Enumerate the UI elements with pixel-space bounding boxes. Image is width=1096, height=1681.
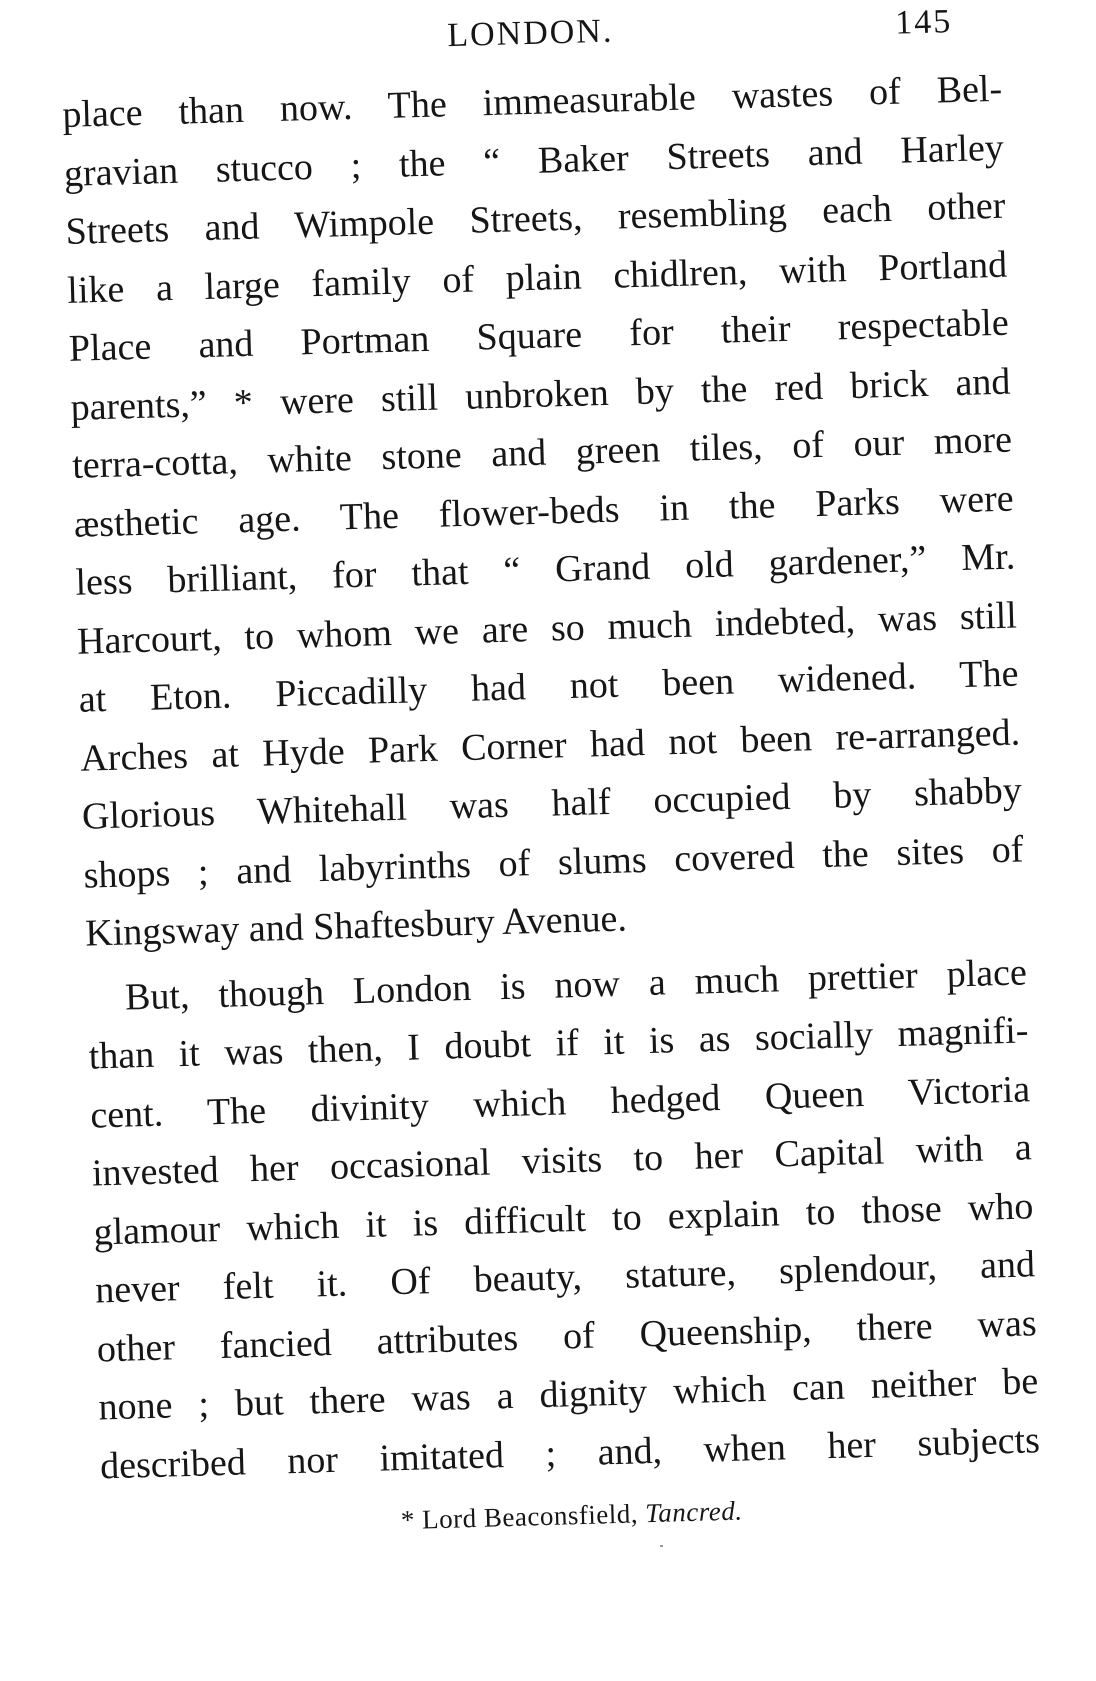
text-line: parents,” * were still unbroken by the red brick and [70,360,1011,429]
body-text [62,60,1041,1496]
text-line: Harcourt, to whom we are so much indebted, was still [76,594,1018,663]
text-line: Streets and Wimpole Streets, resembling each other [65,184,1006,253]
text-line: less brilliant, for that “ Grand old gardener,” Mr. [74,535,1016,604]
footnote-work-title: Tancred. [644,1495,743,1529]
text-line: at Eton. Piccadilly had not been widened. The [78,652,1019,721]
text-line: æsthetic age. The flower-beds in the Parks were [73,477,1015,546]
footnote [101,1487,1041,1544]
footnote-marker: * [400,1504,416,1536]
text-line: shops ; and labyrinths of slums covered the sites of [83,827,1024,897]
print-speck [660,1545,663,1547]
text-line: gravian stucco ; the “ Baker Streets and Harley [63,126,1005,195]
text-line: place than now. The immeasurable wastes of Bel- [61,67,1003,136]
running-title: LONDON. [446,12,614,55]
text-line: like a large family of plain chidlren, with Portland [66,243,1008,312]
text-line: Place and Portman Square for their respectable [68,301,1010,370]
text-line: cent. The divinity which hedged Queen Victoria [89,1067,1031,1137]
footnote-author: Lord Beaconsfield, [421,1498,639,1535]
text-line: none ; but there was a dignity which can neither be [97,1360,1039,1429]
text-line: than it was then, I doubt if it is as socially magnifi- [88,1009,1029,1078]
text-line: described nor imitated ; and, when her subjects [99,1418,1041,1487]
text-line: But, though London is now a much prettier place [124,950,1028,1019]
text-line: terra-cotta, white stone and green tiles, of our more [71,418,1013,487]
text-line: invested her occasional visits to her Capital with a [91,1126,1033,1195]
paragraph-2 [86,943,1040,1496]
text-line: never felt it. Of beauty, stature, splendour, and [94,1243,1036,1312]
page-content [60,2,1042,1545]
page-number: 145 [894,3,953,42]
text-line: glamour which it is difficult to explain to those who [93,1184,1034,1254]
text-line: Glorious Whitehall was half occupied by shabby [81,769,1023,838]
text-line: Kingsway and Shaftesbury Avenue. [84,897,628,955]
paragraph-1 [62,60,1026,963]
text-line: other fancied attributes of Queenship, there was [96,1301,1038,1370]
text-line: Arches at Hyde Park Corner had not been re-arranged. [79,710,1021,780]
